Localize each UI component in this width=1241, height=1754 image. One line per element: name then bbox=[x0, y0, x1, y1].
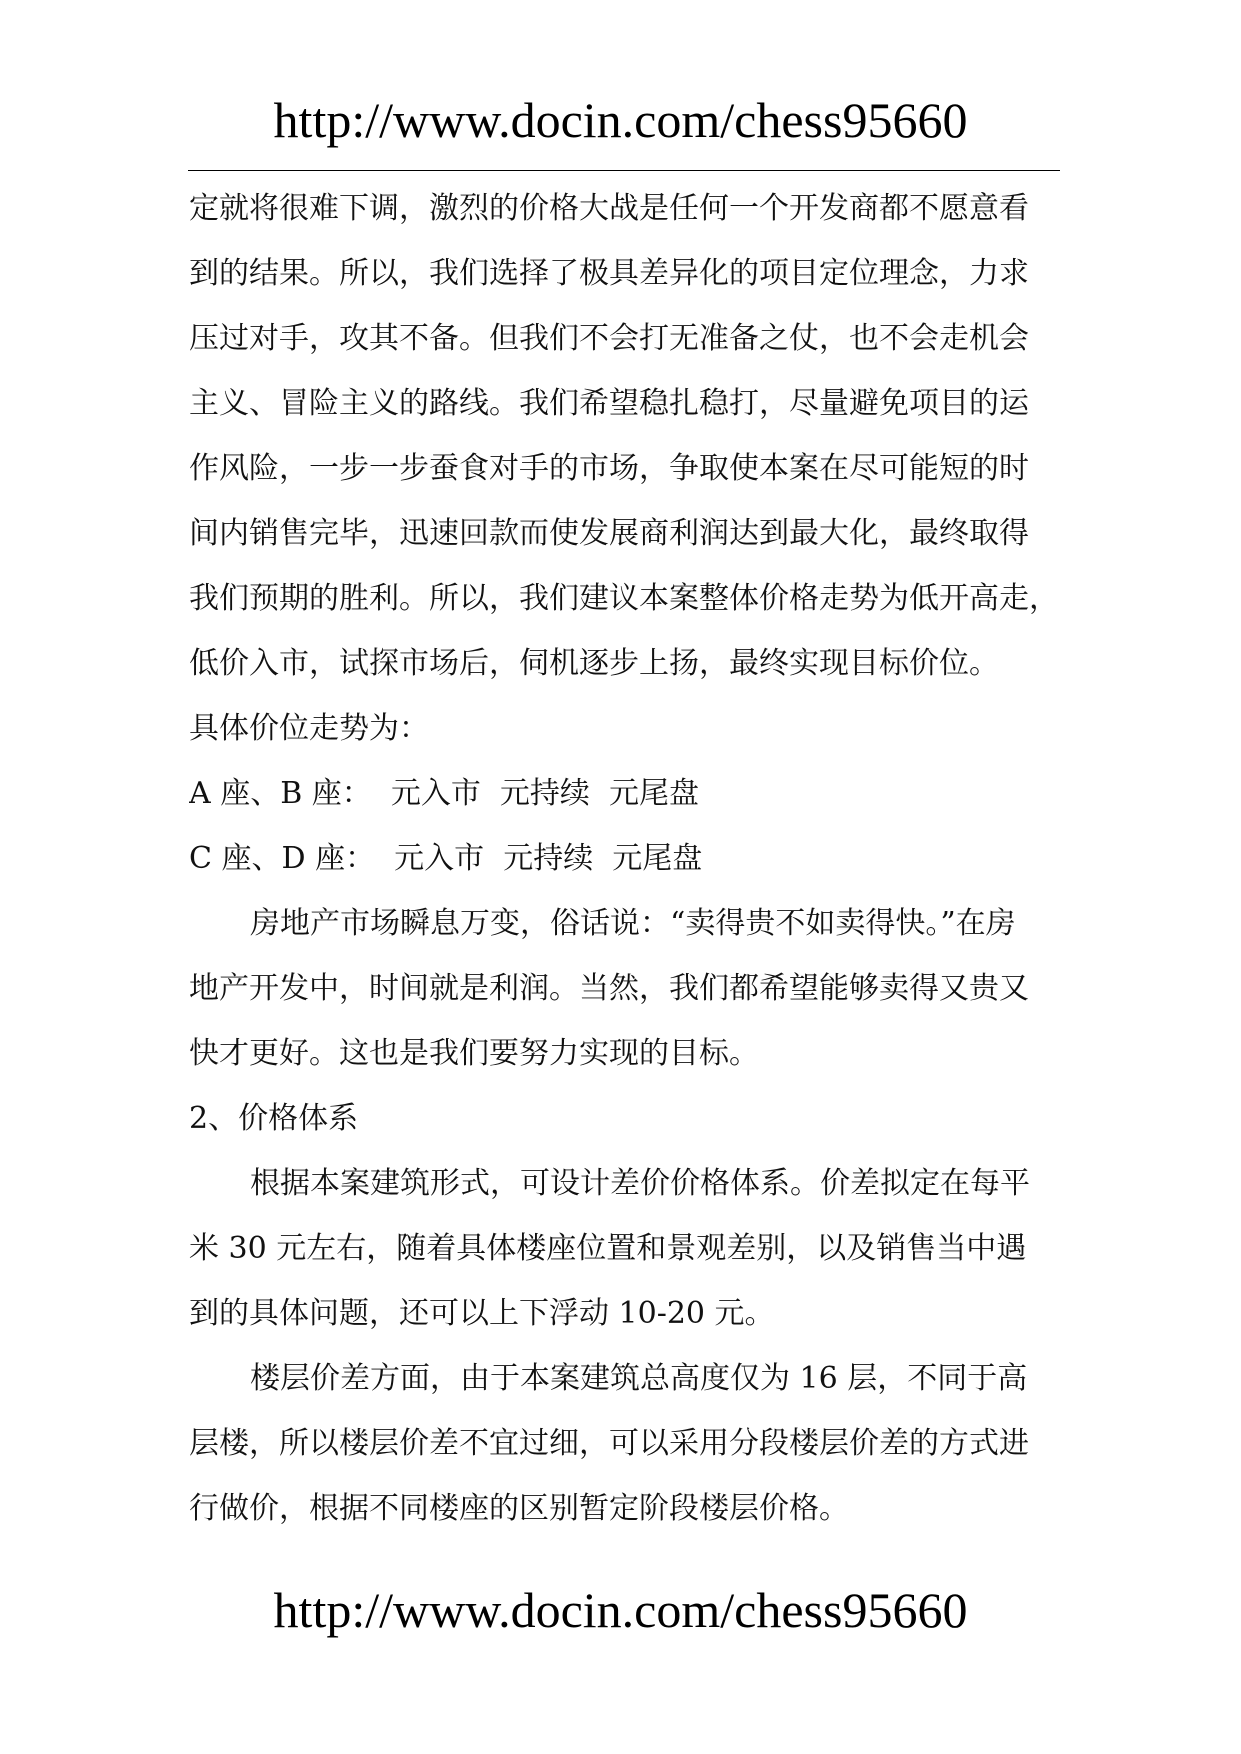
text-line: 快才更好。这也是我们要努力实现的目标。 bbox=[189, 1036, 759, 1071]
text-line: 主义、冒险主义的路线。我们希望稳扎稳打，尽量避免项目的运 bbox=[189, 386, 1029, 421]
text-line: 到的具体问题，还可以上下浮动 10-20 元。 bbox=[189, 1296, 775, 1331]
header-divider bbox=[188, 170, 1060, 171]
text-line: 米 30 元左右，随着具体楼座位置和景观差别，以及销售当中遇 bbox=[189, 1231, 1027, 1266]
text-line: 根据本案建筑形式，可设计差价价格体系。价差拟定在每平 bbox=[250, 1166, 1030, 1201]
section-heading: 2、价格体系 bbox=[189, 1101, 359, 1136]
header-url: http://www.docin.com/chess95660 bbox=[273, 92, 968, 148]
text-line: 我们预期的胜利。所以，我们建议本案整体价格走势为低开高走， bbox=[189, 581, 1059, 616]
text-line: 间内销售完毕，迅速回款而使发展商利润达到最大化，最终取得 bbox=[189, 516, 1029, 551]
text-line: A 座、B 座： 元入市 元持续 元尾盘 bbox=[189, 776, 699, 811]
text-line: 地产开发中，时间就是利润。当然，我们都希望能够卖得又贵又 bbox=[189, 971, 1029, 1006]
text-line: 作风险，一步一步蚕食对手的市场，争取使本案在尽可能短的时 bbox=[189, 451, 1029, 486]
text-line: 房地产市场瞬息万变，俗话说：“卖得贵不如卖得快。”在房 bbox=[250, 906, 1016, 941]
text-line: C 座、D 座： 元入市 元持续 元尾盘 bbox=[189, 841, 703, 876]
text-line: 层楼，所以楼层价差不宜过细，可以采用分段楼层价差的方式进 bbox=[189, 1426, 1029, 1461]
text-line: 定就将很难下调，激烈的价格大战是任何一个开发商都不愿意看 bbox=[189, 191, 1029, 226]
text-line: 行做价，根据不同楼座的区别暂定阶段楼层价格。 bbox=[189, 1491, 849, 1526]
text-line: 低价入市，试探市场后，伺机逐步上扬，最终实现目标价位。 bbox=[189, 646, 999, 681]
text-line: 到的结果。所以，我们选择了极具差异化的项目定位理念，力求 bbox=[189, 256, 1029, 291]
body-text bbox=[189, 176, 1061, 1541]
text-line: 压过对手，攻其不备。但我们不会打无准备之仗，也不会走机会 bbox=[189, 321, 1029, 356]
text-line: 楼层价差方面，由于本案建筑总高度仅为 16 层，不同于高 bbox=[250, 1361, 1028, 1396]
text-line: 具体价位走势为： bbox=[189, 711, 429, 746]
footer-url: http://www.docin.com/chess95660 bbox=[273, 1582, 968, 1638]
